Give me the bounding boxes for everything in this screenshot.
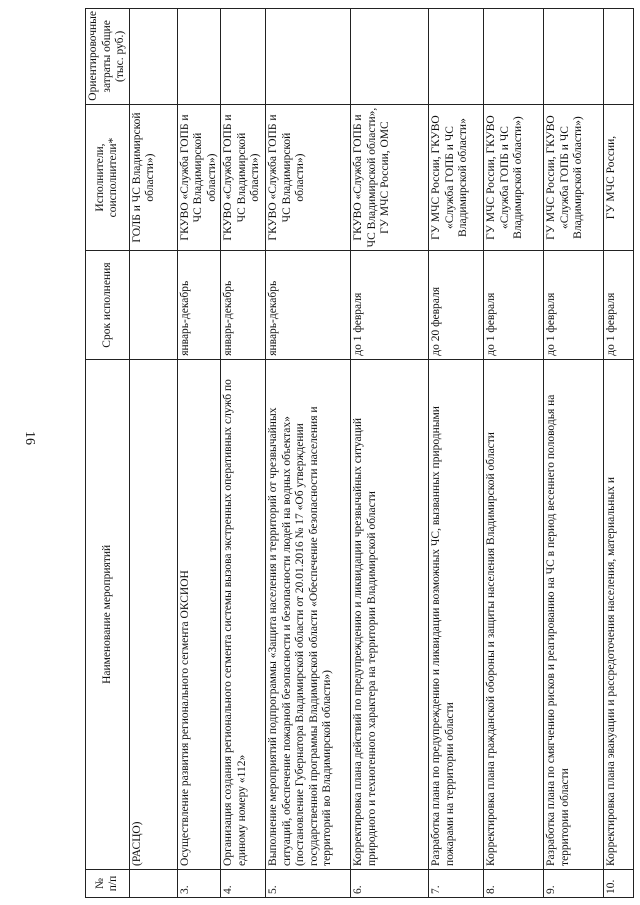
cell-cost [221, 9, 266, 105]
table-row [351, 9, 429, 898]
cell-term: до 1 февраля [484, 251, 544, 359]
table-row [429, 9, 484, 898]
cell-cost [429, 9, 484, 105]
header-num: № п/п [86, 869, 130, 897]
cell-executors: ГУ МЧС России, ГКУВО «Служба ГОПБ и ЧС Владимирской области») [484, 104, 544, 251]
cell-executors: ГУ МЧС России, ГКУВО «Служба ГОПБ и ЧС Владимирской области» [429, 104, 484, 251]
cell-name: Разработка плана по смягчению рисков и реагированию на ЧС в период весеннего половодья на территории области [544, 359, 604, 869]
cell-num: 9. [544, 869, 604, 897]
cell-cost [177, 9, 221, 105]
cell-name: Организация создания регионального сегмента системы вызова экстренных оперативных служб по единому номеру «112» [221, 359, 266, 869]
cell-num: 5. [266, 869, 351, 897]
cell-num: 7. [429, 869, 484, 897]
cell-name: Выполнение мероприятий подпрограммы «Защита населения и территорий от чрезвычайных ситуаций, обеспечение пожарной безопасности и безопасности людей на водных объектах» (постановление Губернатора Владимирской области от 20.01.2016 № 17 «Об утверждении государственной программы Владимирской области «Обеспечение безопасности населения и территорий во Владимирской области») [266, 359, 351, 869]
table-row [266, 9, 351, 898]
cell-name: Осуществление развития регионального сегмента ОКСИОН [177, 359, 221, 869]
cell-executors: ГКУВО «Служба ГОПБ и ЧС Владимирской области», ГУ МЧС России, ОМС [351, 104, 429, 251]
cell-name: Разработка плана по предупреждению и ликвидации возможных ЧС, вызванных природными пожарами на территории области [429, 359, 484, 869]
header-term: Срок исполнения [86, 251, 130, 359]
header-cost: Ориентировочные затраты общие (тыс. руб.) [86, 9, 130, 105]
measures-table [85, 8, 634, 898]
table-row [129, 9, 177, 898]
cell-name: Корректировка плана эвакуации и рассредоточения населения, материальных и [604, 359, 634, 869]
cell-cost [266, 9, 351, 105]
cell-term: до 1 февраля [544, 251, 604, 359]
cell-executors: ГОЛБ и ЧС Владимирской области») [129, 104, 177, 251]
table-row [604, 9, 634, 898]
cell-term: январь-декабрь [221, 251, 266, 359]
cell-executors: ГУ МЧС России, ГКУВО «Служба ГОПБ и ЧС Владимирской области») [544, 104, 604, 251]
cell-num: 6. [351, 869, 429, 897]
cell-num: 8. [484, 869, 544, 897]
cell-name: (РАСЦО) [129, 359, 177, 869]
cell-cost [544, 9, 604, 105]
cell-term [129, 251, 177, 359]
cell-cost [129, 9, 177, 105]
cell-executors: ГКУВО «Служба ГОПБ и ЧС Владимирской области») [221, 104, 266, 251]
cell-num: 4. [221, 869, 266, 897]
table-row [544, 9, 604, 898]
cell-num: 10. [604, 869, 634, 897]
cell-cost [484, 9, 544, 105]
cell-term: до 20 февраля [429, 251, 484, 359]
page-number: 16 [22, 431, 37, 445]
cell-num [129, 869, 177, 897]
header-executors: Исполнители, соисполнители* [86, 104, 130, 251]
cell-term: до 1 февраля [351, 251, 429, 359]
cell-executors: ГКУВО «Служба ГОПБ и ЧС Владимирской области») [177, 104, 221, 251]
cell-cost [351, 9, 429, 105]
table-row [177, 9, 221, 898]
cell-num: 3. [177, 869, 221, 897]
header-name: Наименование мероприятий [86, 359, 130, 869]
cell-cost [604, 9, 634, 105]
cell-name: Корректировка плана гражданской обороны и защиты населения Владимирской области [484, 359, 544, 869]
table-header-row [86, 9, 130, 898]
cell-executors: ГКУВО «Служба ГОПБ и ЧС Владимирской области») [266, 104, 351, 251]
table-row [484, 9, 544, 898]
rotated-table-wrapper [85, 8, 640, 898]
cell-name: Корректировка плана действий по предупреждению и ликвидации чрезвычайных ситуаций природного и техногенного характера на территории Владимирской области [351, 359, 429, 869]
cell-term: январь-декабрь [266, 251, 351, 359]
cell-executors: ГУ МЧС России, [604, 104, 634, 251]
table-row [221, 9, 266, 898]
cell-term: до 1 февраля [604, 251, 634, 359]
cell-term: январь-декабрь [177, 251, 221, 359]
